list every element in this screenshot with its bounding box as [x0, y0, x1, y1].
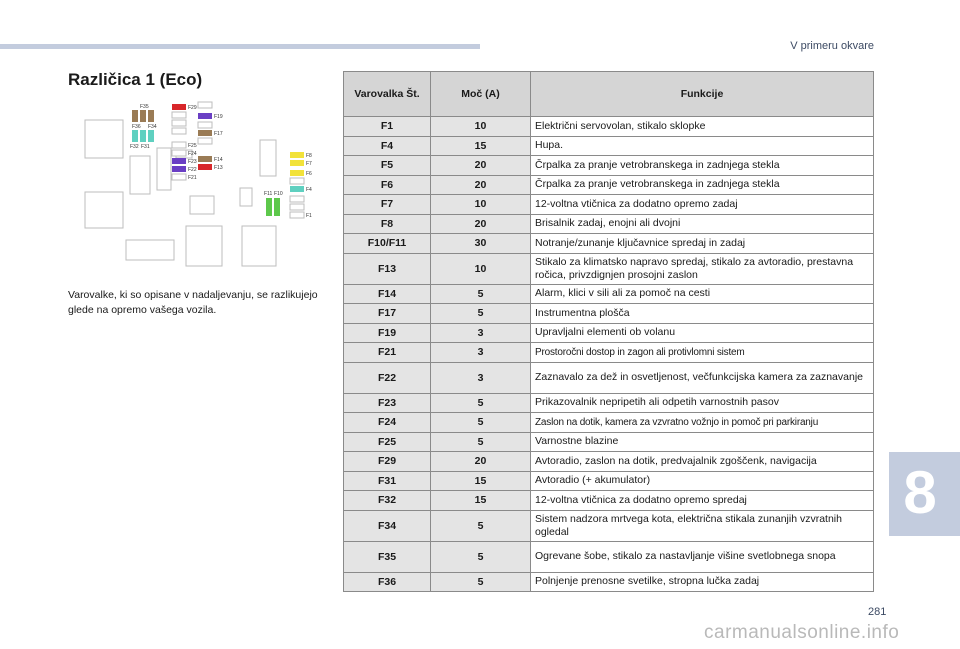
label-f10: F10 [274, 191, 283, 197]
function-cell: Prikazovalnik nepripetih ali odpetih varnostnih pasov [531, 393, 874, 413]
amperage-cell: 3 [431, 343, 531, 363]
table-row [344, 117, 874, 137]
fuse-f35 [132, 110, 138, 122]
page-title: Različica 1 (Eco) [68, 70, 203, 89]
label-f13: F13 [214, 165, 223, 171]
table-row [344, 156, 874, 176]
amperage-cell: 15 [431, 136, 531, 156]
label-f7: F7 [306, 161, 312, 167]
label-f34: F34 [148, 124, 157, 130]
fuse-number-cell: F22 [344, 362, 431, 393]
fuse-table-body [344, 117, 874, 592]
fuse-number-cell: F13 [344, 253, 431, 284]
label-f17: F17 [214, 131, 223, 137]
function-cell: Stikalo za klimatsko napravo spredaj, stikalo za avtoradio, prestavna ročica, privzdignjen prosojni zaslon [531, 253, 874, 284]
label-f21: F21 [188, 175, 197, 181]
description-text: Varovalke, ki so opisane v nadaljevanju, se razlikujejo glede na opremo vašega vozila. [68, 289, 318, 316]
fuse-slot-empty [240, 188, 252, 206]
section-title: V primeru okvare [790, 40, 874, 52]
function-cell: Ogrevane šobe, stikalo za nastavljanje višine svetlobnega snopa [531, 541, 874, 572]
label-f8: F8 [306, 153, 312, 159]
label-f32: F32 [130, 144, 139, 150]
function-cell: Črpalka za pranje vetrobranskega in zadnjega stekla [531, 175, 874, 195]
label-f23: F23 [188, 159, 197, 165]
fuse-slot-empty [172, 120, 186, 126]
table-row [344, 393, 874, 413]
table-row [344, 304, 874, 324]
label-f11: F11 [264, 191, 273, 197]
fuse-slot-empty [198, 138, 212, 144]
amperage-cell: 5 [431, 432, 531, 452]
label-f1: F1 [306, 213, 312, 219]
label-f4: F4 [306, 187, 312, 193]
page-number: 281 [868, 606, 887, 618]
function-cell: Avtoradio, zaslon na dotik, predvajalnik zgoščenk, navigacija [531, 452, 874, 472]
fuse-f29 [172, 104, 186, 110]
fuse-number-cell: F23 [344, 393, 431, 413]
amperage-cell: 20 [431, 175, 531, 195]
fuse-slot-empty [290, 204, 304, 210]
function-cell: Hupa. [531, 136, 874, 156]
fuse-slot-empty [130, 156, 150, 194]
fuse-f8 [290, 152, 304, 158]
fuse-number-cell: F14 [344, 284, 431, 304]
fuse-f31 [140, 130, 146, 142]
fuse-slot-empty [85, 120, 123, 158]
fuse-f11 [266, 198, 272, 216]
fuse-f4 [290, 186, 304, 192]
fuse-f22 [172, 166, 186, 172]
amperage-cell: 15 [431, 471, 531, 491]
function-cell: 12-voltna vtičnica za dodatno opremo spredaj [531, 491, 874, 511]
fuse-slot-empty [290, 178, 304, 184]
fuse-table [343, 71, 874, 592]
chapter-tab [889, 452, 960, 536]
fuse-slot-empty [260, 140, 276, 176]
fuse-f23 [172, 158, 186, 164]
function-cell: Upravljalni elementi ob volanu [531, 323, 874, 343]
function-cell: Brisalnik zadaj, enojni ali dvojni [531, 214, 874, 234]
table-row [344, 572, 874, 592]
col-header-fuse: Varovalka Št. [344, 72, 431, 117]
function-cell: Črpalka za pranje vetrobranskega in zadnjega stekla [531, 156, 874, 176]
fuse-number-cell: F19 [344, 323, 431, 343]
label-f36: F36 [132, 124, 141, 130]
label-f14: F14 [214, 157, 223, 163]
table-row [344, 284, 874, 304]
amperage-cell: 5 [431, 304, 531, 324]
fuse-f25 [172, 142, 186, 148]
fuse-number-cell: F25 [344, 432, 431, 452]
fuse-number-cell: F8 [344, 214, 431, 234]
function-cell: Polnjenje prenosne svetilke, stropna lučka zadaj [531, 572, 874, 592]
table-row [344, 471, 874, 491]
fuse-f13 [198, 164, 212, 170]
fuse-slot-empty [186, 226, 222, 266]
fuse-f7 [290, 160, 304, 166]
table-row [344, 452, 874, 472]
fuse-slot-empty [85, 192, 123, 228]
function-cell: 12-voltna vtičnica za dodatno opremo zadaj [531, 195, 874, 215]
label-f22: F22 [188, 167, 197, 173]
table-row [344, 362, 874, 393]
table-row [344, 413, 874, 433]
fuse-f35c [148, 110, 154, 122]
fuse-f32 [132, 130, 138, 142]
label-f31: F31 [141, 144, 150, 150]
fuse-f17 [198, 130, 212, 136]
function-cell: Zaslon na dotik, kamera za vzvratno vožnjo in pomoč pri parkiranju [531, 413, 874, 433]
amperage-cell: 20 [431, 156, 531, 176]
amperage-cell: 5 [431, 510, 531, 541]
function-cell: Alarm, klici v sili ali za pomoč na cesti [531, 284, 874, 304]
amperage-cell: 10 [431, 195, 531, 215]
fuse-number-cell: F10/F11 [344, 234, 431, 254]
fusebox-diagram [80, 98, 320, 273]
fuse-number-cell: F29 [344, 452, 431, 472]
amperage-cell: 5 [431, 572, 531, 592]
function-cell: Instrumentna plošča [531, 304, 874, 324]
fuse-slot-empty [198, 102, 212, 108]
fuse-f35b [140, 110, 146, 122]
fuse-slot-empty [157, 148, 171, 190]
amperage-cell: 5 [431, 541, 531, 572]
function-cell: Notranje/zunanje ključavnice spredaj in zadaj [531, 234, 874, 254]
fuse-slot-empty [290, 196, 304, 202]
fuse-number-cell: F24 [344, 413, 431, 433]
label-f35: F35 [140, 104, 149, 110]
col-header-amps: Moč (A) [431, 72, 531, 117]
fuse-f21 [172, 174, 186, 180]
table-row [344, 136, 874, 156]
fuse-slot-empty [190, 196, 214, 214]
fuse-number-cell: F7 [344, 195, 431, 215]
fuse-slot-empty [172, 128, 186, 134]
fuse-f24 [172, 150, 186, 156]
fuse-number-cell: F1 [344, 117, 431, 137]
function-cell: Sistem nadzora mrtvega kota, električna stikala zunanjih vzvratnih ogledal [531, 510, 874, 541]
amperage-cell: 20 [431, 214, 531, 234]
fuse-number-cell: F5 [344, 156, 431, 176]
label-f6: F6 [306, 171, 312, 177]
header-bar [0, 44, 480, 49]
function-cell: Električni servovolan, stikalo sklopke [531, 117, 874, 137]
table-header-row [344, 72, 874, 117]
fuse-number-cell: F31 [344, 471, 431, 491]
table-row [344, 214, 874, 234]
amperage-cell: 10 [431, 117, 531, 137]
amperage-cell: 5 [431, 284, 531, 304]
table-row [344, 343, 874, 363]
table-row [344, 195, 874, 215]
fuse-number-cell: F34 [344, 510, 431, 541]
fuse-number-cell: F17 [344, 304, 431, 324]
table-row [344, 510, 874, 541]
amperage-cell: 5 [431, 413, 531, 433]
amperage-cell: 10 [431, 253, 531, 284]
amperage-cell: 5 [431, 393, 531, 413]
fuse-f1 [290, 212, 304, 218]
label-f24: F24 [188, 151, 197, 157]
fuse-slot-empty [126, 240, 174, 260]
fuse-slot-empty [172, 112, 186, 118]
amperage-cell: 30 [431, 234, 531, 254]
fuse-number-cell: F4 [344, 136, 431, 156]
label-f29: F29 [188, 105, 197, 111]
label-f19: F19 [214, 114, 223, 120]
table-row [344, 491, 874, 511]
table-row [344, 175, 874, 195]
function-cell: Prostoročni dostop in zagon ali protivlomni sistem [531, 343, 874, 363]
fuse-f6 [290, 170, 304, 176]
chapter-number: 8 [903, 459, 937, 526]
fuse-number-cell: F32 [344, 491, 431, 511]
function-cell: Avtoradio (+ akumulator) [531, 471, 874, 491]
function-cell: Zaznavalo za dež in osvetljenost, večfunkcijska kamera za zaznavanje [531, 362, 874, 393]
table-row [344, 541, 874, 572]
amperage-cell: 3 [431, 323, 531, 343]
table-row [344, 432, 874, 452]
fuse-slot-empty [198, 122, 212, 128]
function-cell: Varnostne blazine [531, 432, 874, 452]
fuse-f14 [198, 156, 212, 162]
table-row [344, 253, 874, 284]
fuse-f19 [198, 113, 212, 119]
amperage-cell: 15 [431, 491, 531, 511]
amperage-cell: 20 [431, 452, 531, 472]
amperage-cell: 3 [431, 362, 531, 393]
fuse-number-cell: F36 [344, 572, 431, 592]
fuse-number-cell: F21 [344, 343, 431, 363]
col-header-function: Funkcije [531, 72, 874, 117]
fuse-f34 [148, 130, 154, 142]
fuse-number-cell: F6 [344, 175, 431, 195]
table-row [344, 234, 874, 254]
table-row [344, 323, 874, 343]
fuse-number-cell: F35 [344, 541, 431, 572]
label-f25: F25 [188, 143, 197, 149]
fuse-slot-empty [242, 226, 276, 266]
watermark: carmanualsonline.info [704, 622, 900, 643]
fuse-f10 [274, 198, 280, 216]
